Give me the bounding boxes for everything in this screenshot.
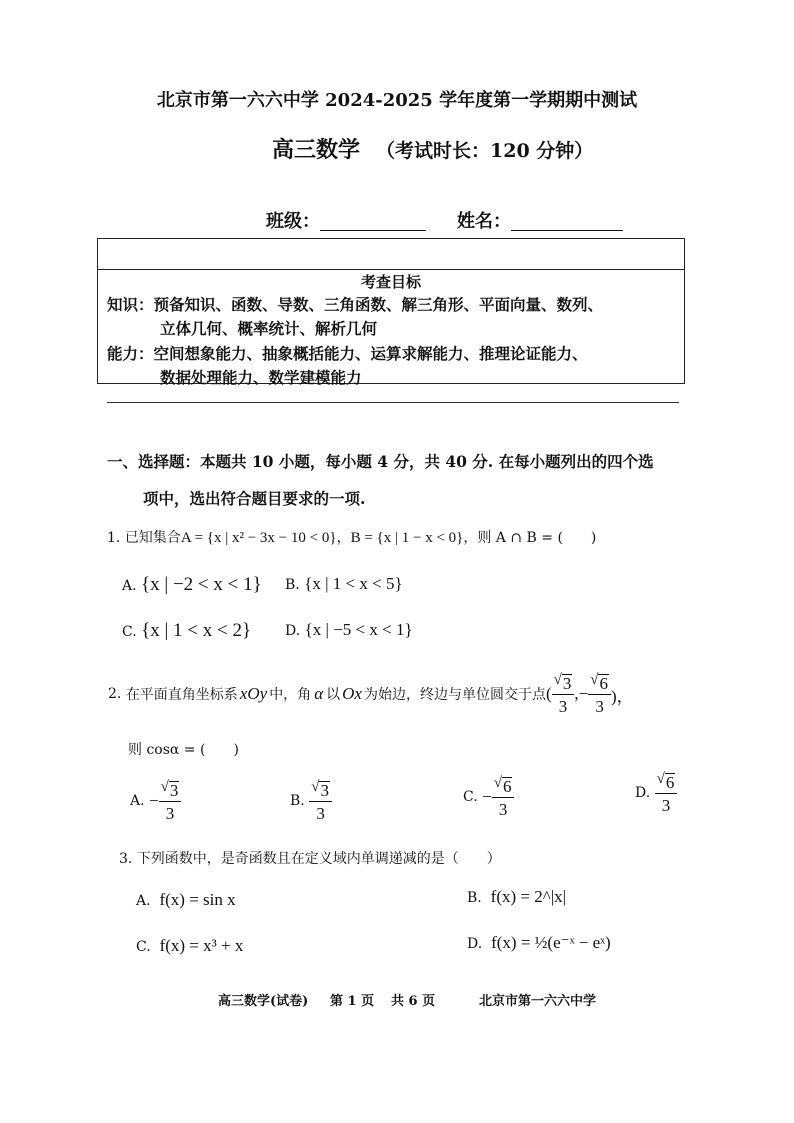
q2-option-a-sign: − (149, 791, 159, 810)
q1-option-c-text: {x | 1 < x < 2} (141, 620, 252, 641)
ability-text-1: 空间想象能力、抽象概括能力、运算求解能力、推理论证能力、 (153, 344, 588, 363)
q3-option-c[interactable] (136, 936, 243, 956)
subject-title (272, 133, 593, 164)
q2-point-x-den: 3 (558, 697, 568, 716)
header-divider (107, 402, 679, 403)
q3-option-b[interactable] (467, 887, 566, 907)
q2-option-c-sign: − (482, 787, 492, 806)
q1-separator: ， (336, 530, 351, 546)
q1-set-b: B = {x | 1 − x < 0} (350, 530, 464, 546)
class-field[interactable] (266, 207, 426, 233)
ability-label: 能力： (107, 344, 154, 363)
q2-point-y (588, 673, 611, 715)
q1-ask: ，则 A ∩ B = ( ) (463, 530, 597, 546)
q2-option-b-den: 3 (316, 804, 325, 823)
q2-option-c-frac: √ 6 3 (492, 776, 515, 818)
q3-option-d-text: f(x) = ½(e⁻ˣ − eˣ) (491, 933, 611, 952)
q2-option-d-frac: √ 6 3 (655, 772, 678, 814)
q1-option-a-text: {x | −2 < x < 1} (141, 574, 262, 595)
q2-point-y-num: √ 6 (588, 673, 611, 695)
q2-point-open: ( (545, 684, 552, 703)
q1-option-d-text: {x | −5 < x < 1} (304, 620, 413, 639)
q2-option-a-label: A. (130, 793, 145, 809)
q2-option-d-label: D. (635, 785, 651, 801)
q2-option-a-den: 3 (165, 804, 175, 823)
subject-name: 高三数学 (272, 137, 361, 163)
q2-text-c: 以 (326, 687, 341, 703)
knowledge-label: 知识： (107, 295, 154, 314)
q2-option-c-num: 6 (502, 777, 512, 796)
q1-option-d-label: D. (285, 623, 301, 639)
q2-xoy: xOy (239, 684, 268, 703)
q1-text: 已知集合 (124, 530, 181, 546)
q3-option-a-text: f(x) = sin x (159, 890, 236, 909)
q2-option-b[interactable] (290, 780, 332, 822)
q2-point-x-num: √ 3 (552, 673, 575, 695)
q3-option-d-label: D. (467, 936, 483, 952)
knowledge-text-1: 预备知识、函数、导数、三角函数、解三角形、平面向量、数列、 (153, 295, 604, 314)
q2-text-a: 在平面直角坐标系 (125, 687, 238, 703)
q2-option-b-num: 3 (320, 781, 329, 800)
q1-option-c[interactable] (122, 620, 251, 642)
q2-option-d-num: 6 (665, 773, 675, 792)
section-heading-line-2: 项中，选出符合题目要求的一项. (143, 489, 366, 508)
q1-option-b-label: B. (285, 577, 300, 593)
q2-option-b-label: B. (290, 793, 305, 809)
question-2-stem (108, 673, 634, 715)
exam-title: 北京市第一六六中学 2024-2025 学年度第一学期期中测试 (156, 90, 638, 111)
q3-option-b-text: f(x) = 2^|x| (490, 887, 567, 906)
class-label: 班级： (266, 211, 320, 232)
knowledge-text-2: 立体几何、概率统计、解析几何 (160, 319, 378, 338)
q2-point-close: )， (610, 686, 634, 706)
q2-alpha: α (314, 684, 324, 703)
ability-line-1 (107, 342, 588, 364)
q2-option-a-num: 3 (169, 781, 179, 800)
q2-point-y-den: 3 (595, 697, 604, 716)
q2-option-b-frac: √ 3 3 (309, 780, 332, 822)
q2-option-a-frac: √ 3 3 (159, 780, 182, 822)
q3-option-b-label: B. (467, 890, 482, 906)
q2-number: 2. (108, 686, 122, 702)
q3-text: 下列函数中，是奇函数且在定义域内单调递减的是（ ） (136, 851, 501, 867)
name-blank[interactable] (511, 230, 623, 231)
q2-text-d: 为始边，终边与单位圆交于点 (363, 687, 546, 703)
q3-number: 3. (119, 851, 133, 867)
objectives-divider (97, 269, 685, 270)
footer-total: 共 6 页 (391, 994, 436, 1009)
class-blank[interactable] (320, 230, 426, 231)
footer-paper: 高三数学(试卷) (218, 994, 309, 1009)
q1-set-a: A = {x | x² − 3x − 10 < 0} (180, 530, 337, 546)
q1-option-a[interactable] (122, 574, 262, 596)
section-heading-line-1: 一、选择题：本题共 10 小题，每小题 4 分，共 40 分. 在每小题列出的四个选 (107, 452, 654, 471)
q2-text-b: 中，角 (269, 687, 312, 703)
name-label: 姓名： (457, 211, 511, 232)
q2-point-comma: , (574, 684, 579, 703)
name-field[interactable] (457, 207, 623, 233)
q1-option-a-label: A. (122, 578, 137, 594)
q2-option-d[interactable] (635, 772, 677, 814)
exam-duration: （考试时长：120 分钟） (376, 140, 594, 162)
knowledge-line-1 (107, 293, 603, 315)
q2-option-d-den: 3 (661, 796, 671, 815)
question-3-stem (119, 848, 501, 868)
ability-text-2: 数据处理能力、数学建模能力 (160, 368, 362, 387)
question-1-stem (107, 527, 596, 547)
q1-option-b-text: {x | 1 < x < 5} (304, 574, 403, 593)
q1-option-d[interactable] (285, 620, 413, 640)
q1-option-b[interactable] (285, 574, 403, 594)
q2-point-minus: − (578, 684, 589, 703)
q3-option-c-text: f(x) = x³ + x (159, 936, 244, 955)
q3-option-c-label: C. (136, 939, 151, 955)
q2-option-c[interactable] (463, 776, 514, 818)
footer-page: 第 1 页 (330, 994, 375, 1009)
q3-option-a[interactable] (136, 890, 236, 910)
q2-option-c-label: C. (463, 789, 478, 805)
q1-number: 1. (107, 530, 121, 546)
q2-ox: Ox (342, 684, 362, 703)
objectives-title: 考查目标 (360, 273, 421, 291)
footer-school: 北京市第一六六中学 (479, 994, 597, 1009)
q3-option-a-label: A. (136, 893, 151, 909)
q3-option-d[interactable] (467, 933, 611, 953)
q2-point-x (552, 673, 575, 715)
q2-option-a[interactable] (130, 780, 181, 822)
q2-point (546, 673, 634, 715)
q2-option-c-den: 3 (498, 800, 508, 819)
q2-ask: 则 cosα = ( ) (128, 742, 239, 758)
q1-option-c-label: C. (122, 624, 137, 640)
